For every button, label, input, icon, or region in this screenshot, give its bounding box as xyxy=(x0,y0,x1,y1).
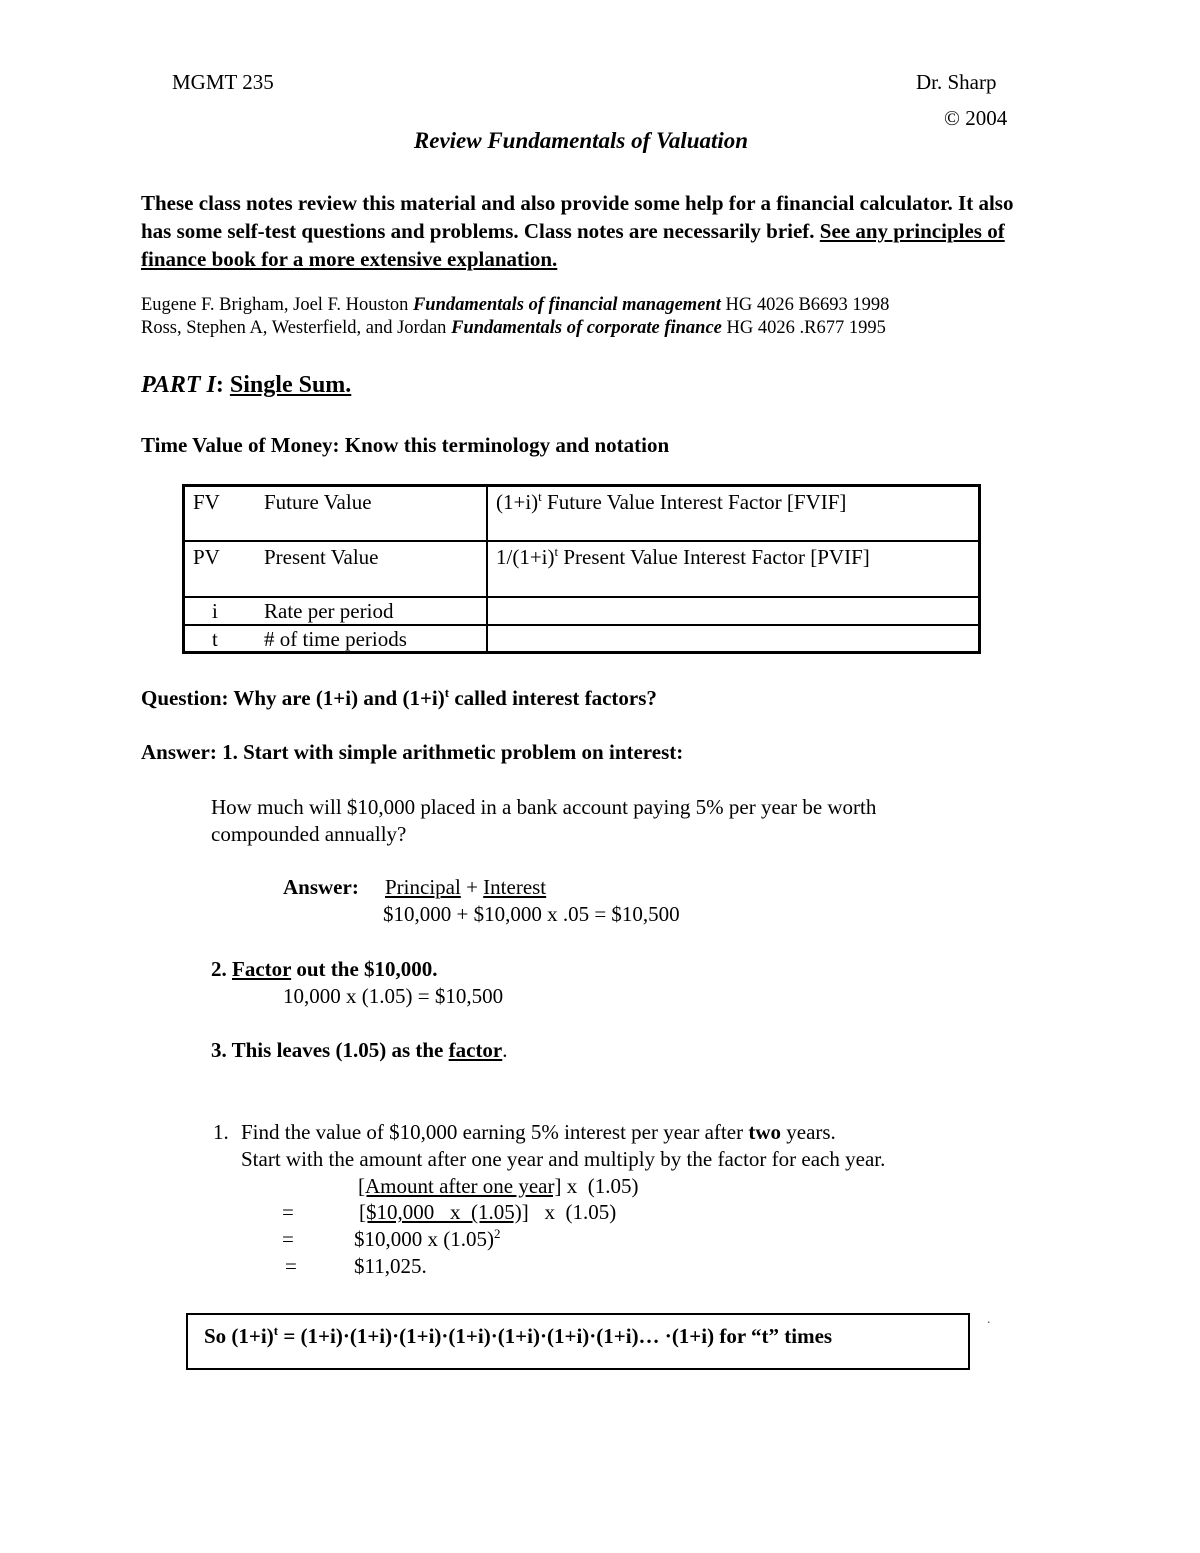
term-formula: $1/(1+i)^t$ Present Value Interest Factor [PVIF] xyxy=(496,544,870,569)
page-title: Review Fundamentals of Valuation xyxy=(413,128,749,153)
term-symbol: PV xyxy=(193,545,220,569)
reference-2 xyxy=(141,318,886,339)
tvm-heading: Time Value of Money: Know this terminology and notation xyxy=(141,433,670,457)
intro-text: These class notes review this material and also provide some help for a financial calculator. It also has some self-test questions and problems. Class notes are necessarily brief. xyxy=(141,191,1014,243)
term-name: # of time periods xyxy=(264,627,407,651)
question-line: Question: Why are (1+i) and $(1+i)^t$ called interest factors? xyxy=(141,685,657,710)
term-symbol: i xyxy=(212,599,218,623)
problem-statement-line-2: compounded annually? xyxy=(211,822,407,846)
reference-1 xyxy=(141,295,889,316)
step-2-heading: 2. Factor out the $10,000. xyxy=(211,957,438,981)
term-name: Present Value xyxy=(264,545,379,569)
problem-1-line-1: Find the value of $10,000 earning 5% interest per year after two years. xyxy=(241,1120,836,1144)
table-row xyxy=(185,598,978,626)
reference-1-book: Fundamentals of financial management xyxy=(412,295,721,315)
reference-1-call: HG 4026 B6693 1998 xyxy=(720,295,890,315)
copyright-notice: © 2004 xyxy=(944,106,1008,130)
summary-formula: So $(1+i)^t$ = (1+i)·(1+i)·(1+i)·(1+i)·(1+i)·(1+i)·(1+i)… ·(1+i) for “t” times xyxy=(204,1323,833,1348)
stray-mark: . xyxy=(987,1312,991,1327)
table-row xyxy=(185,542,978,598)
term-name: Future Value xyxy=(264,490,372,514)
answer-calculation: $10,000 + $10,000 x .05 = $10,500 xyxy=(383,902,680,926)
calc-line-3: $10,000 x $(1.05)^2$ xyxy=(354,1226,501,1251)
answer-heading: Answer: 1. Start with simple arithmetic problem on interest: xyxy=(141,740,684,764)
term-name: Rate per period xyxy=(264,599,394,623)
part-heading xyxy=(141,372,351,399)
table-row xyxy=(185,487,978,542)
calc-line-2: [$10,000 x (1.05)] x (1.05) xyxy=(359,1200,617,1224)
part-colon: : xyxy=(215,372,230,398)
equals-sign: = xyxy=(282,1227,294,1251)
table-row xyxy=(185,626,978,654)
answer-formula: Principal + Interest xyxy=(385,875,547,899)
equals-sign: = xyxy=(282,1200,294,1224)
problem-1-number: 1. xyxy=(213,1120,229,1144)
intro-link-text: See any principles of finance book for a more extensive explanation. xyxy=(141,219,1005,271)
reference-2-call: HG 4026 .R677 1995 xyxy=(721,318,886,338)
answer-label: Answer: xyxy=(283,875,359,899)
part-label: PART I xyxy=(141,372,216,398)
problem-statement-line-1: How much will $10,000 placed in a bank account paying 5% per year be worth xyxy=(211,795,877,819)
term-symbol: FV xyxy=(193,490,220,514)
problem-1-line-2: Start with the amount after one year and multiply by the factor for each year. xyxy=(241,1147,886,1171)
terminology-table xyxy=(182,484,981,654)
intro-paragraph xyxy=(141,189,1041,273)
summary-box xyxy=(186,1313,970,1370)
reference-2-book: Fundamentals of corporate finance xyxy=(451,318,722,338)
equals-sign: = xyxy=(285,1254,297,1278)
term-formula: $(1+i)^t$ Future Value Interest Factor [FVIF] xyxy=(496,489,847,514)
part-name: Single Sum. xyxy=(229,372,352,398)
calc-line-1: [Amount after one year] x (1.05) xyxy=(358,1174,639,1198)
reference-1-authors: Eugene F. Brigham, Joel F. Houston xyxy=(141,295,413,315)
step-2-calculation: 10,000 x (1.05) = $10,500 xyxy=(283,984,504,1008)
calc-line-4: $11,025. xyxy=(354,1254,427,1278)
author-name: Dr. Sharp xyxy=(916,70,997,94)
term-symbol: t xyxy=(212,627,218,651)
course-code: MGMT 235 xyxy=(172,70,274,94)
reference-2-authors: Ross, Stephen A, Westerfield, and Jordan xyxy=(141,318,452,338)
step-3-heading: 3. This leaves (1.05) as the factor. xyxy=(211,1038,508,1062)
